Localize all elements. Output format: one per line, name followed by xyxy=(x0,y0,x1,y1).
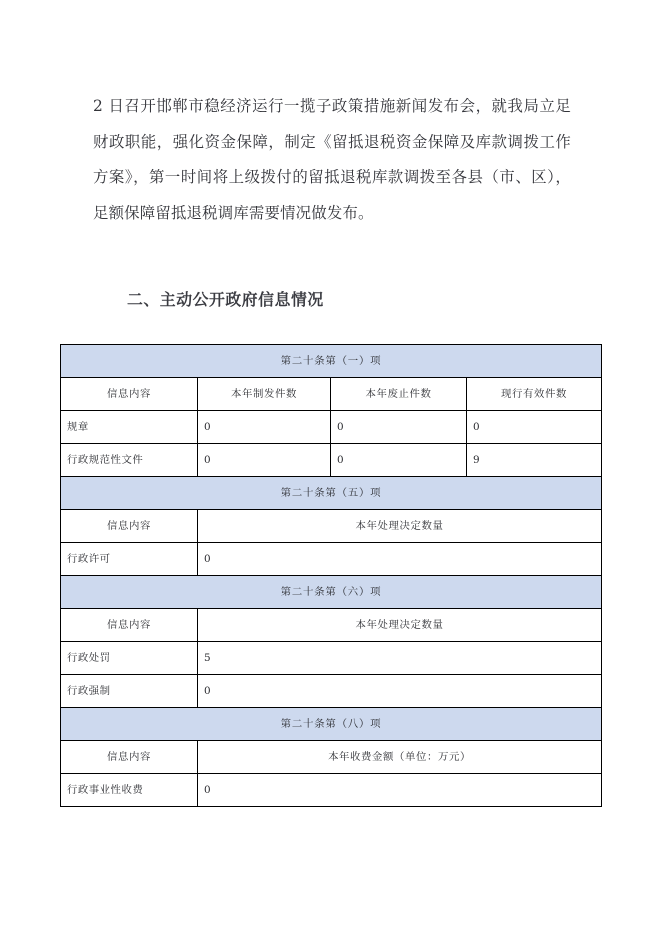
column-header: 信息内容 xyxy=(61,741,198,774)
column-header: 本年废止件数 xyxy=(331,378,467,411)
row-value: 0 xyxy=(331,411,467,444)
table-header-row xyxy=(61,741,602,774)
table-header-row xyxy=(61,510,602,543)
government-information-table-wrapper xyxy=(60,344,601,807)
table-section-band-row xyxy=(61,345,602,378)
column-header: 本年处理决定数量 xyxy=(198,609,602,642)
column-header: 信息内容 xyxy=(61,378,198,411)
table-row xyxy=(61,543,602,576)
column-header: 本年收费金额（单位：万元） xyxy=(198,741,602,774)
row-value: 9 xyxy=(467,444,602,477)
column-header: 现行有效件数 xyxy=(467,378,602,411)
section-band-label: 第二十条第（五）项 xyxy=(61,477,602,510)
section-band-label: 第二十条第（一）项 xyxy=(61,345,602,378)
table-row xyxy=(61,675,602,708)
row-value: 0 xyxy=(198,543,602,576)
column-header: 本年处理决定数量 xyxy=(198,510,602,543)
column-header: 信息内容 xyxy=(61,510,198,543)
row-label: 行政处罚 xyxy=(61,642,198,675)
table-section-band-row xyxy=(61,576,602,609)
column-header: 本年制发件数 xyxy=(198,378,331,411)
row-value: 0 xyxy=(198,444,331,477)
table-row xyxy=(61,411,602,444)
section-band-label: 第二十条第（八）项 xyxy=(61,708,602,741)
table-row xyxy=(61,774,602,807)
table-header-row xyxy=(61,609,602,642)
row-label: 行政强制 xyxy=(61,675,198,708)
table-row xyxy=(61,444,602,477)
table-row xyxy=(61,642,602,675)
row-value: 0 xyxy=(198,411,331,444)
government-information-table xyxy=(60,344,602,807)
table-section-band-row xyxy=(61,708,602,741)
column-header: 信息内容 xyxy=(61,609,198,642)
row-label: 行政事业性收费 xyxy=(61,774,198,807)
row-label: 行政规范性文件 xyxy=(61,444,198,477)
row-label: 规章 xyxy=(61,411,198,444)
table-section-band-row xyxy=(61,477,602,510)
row-value: 5 xyxy=(198,642,602,675)
body-paragraph: 2 日召开邯郸市稳经济运行一揽子政策措施新闻发布会，就我局立足财政职能，强化资金保障，制定《留抵退税资金保障及库款调拨工作方案》，第一时间将上级拨付的留抵退税库款调拨至各县（市、区），足额保障留抵退税调库需要情况做发布。 xyxy=(93,97,571,222)
row-value: 0 xyxy=(467,411,602,444)
row-label: 行政许可 xyxy=(61,543,198,576)
row-value: 0 xyxy=(331,444,467,477)
section-band-label: 第二十条第（六）项 xyxy=(61,576,602,609)
row-value: 0 xyxy=(198,774,602,807)
row-value: 0 xyxy=(198,675,602,708)
table-header-row xyxy=(61,378,602,411)
section-heading: 二、主动公开政府信息情况 xyxy=(127,290,324,310)
